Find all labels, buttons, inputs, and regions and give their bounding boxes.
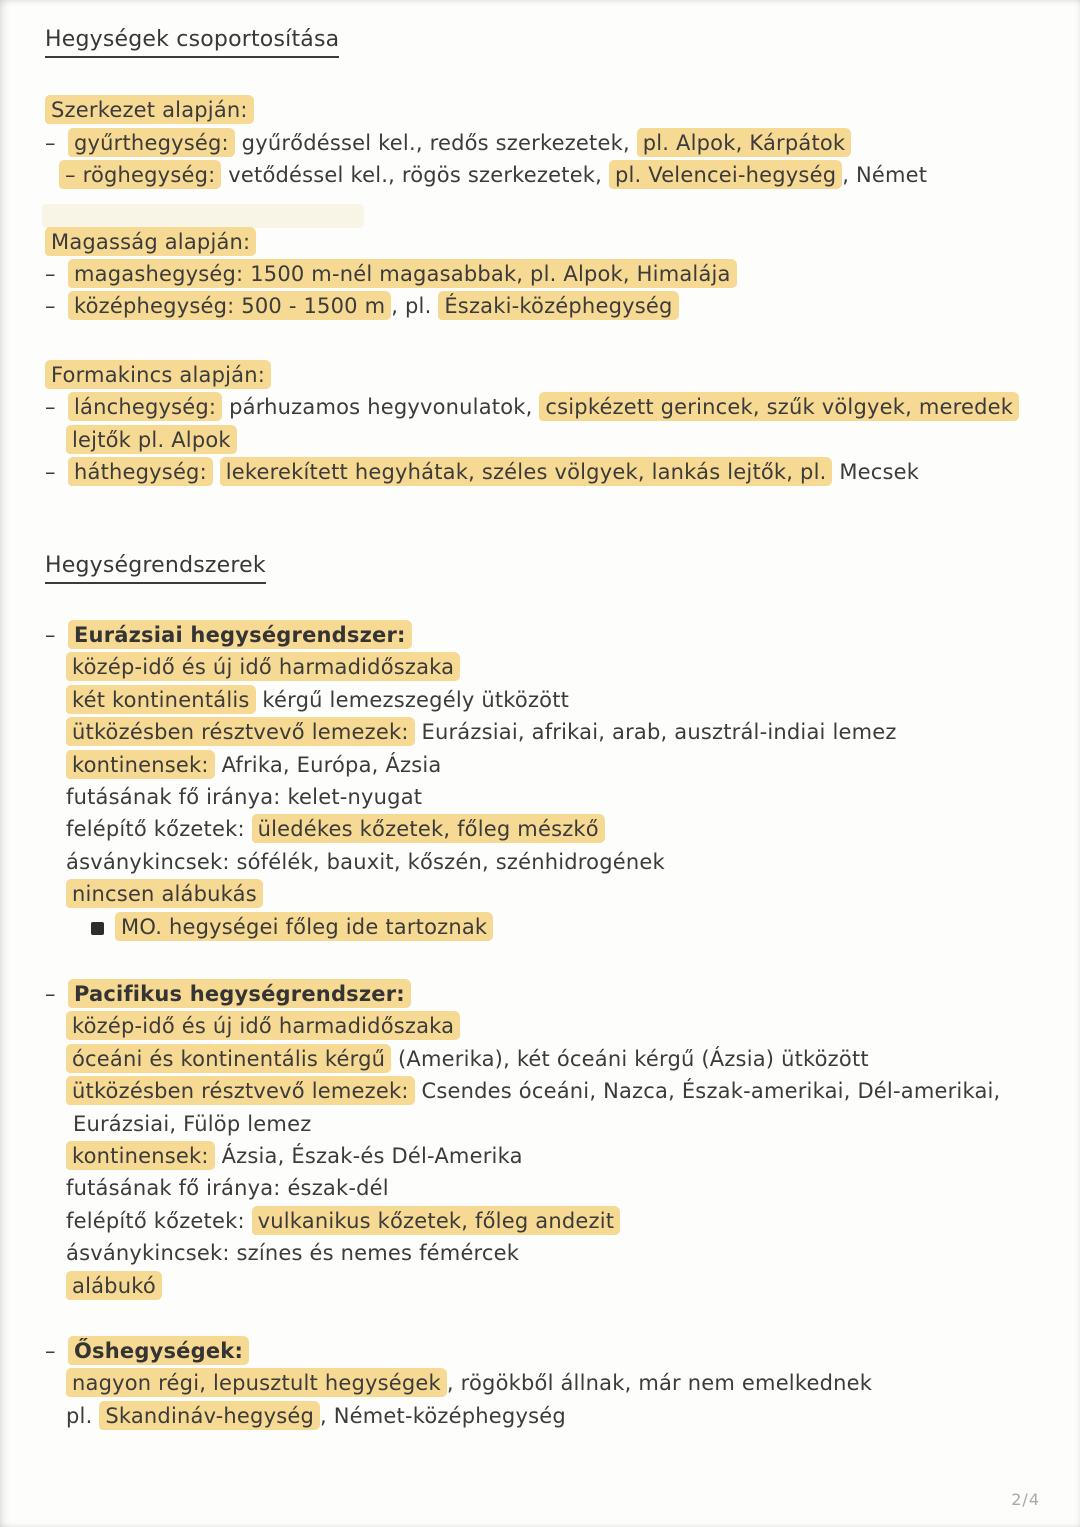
blank-gap bbox=[45, 583, 1052, 619]
dash-bullet: – bbox=[45, 294, 56, 319]
highlighted-text: közép-idő és új idő harmadidőszaka bbox=[66, 652, 460, 681]
plain-text: , rögökből állnak, már nem emelkednek bbox=[446, 1371, 873, 1396]
highlighted-text: kontinensek: bbox=[66, 1141, 215, 1170]
plain-text: kérgű lemezszegély ütközött bbox=[255, 687, 570, 712]
highlighted-text: közép-idő és új idő harmadidőszaka bbox=[66, 1011, 460, 1040]
plain-text: Eurázsiai, afrikai, arab, ausztrál-indiai lemez bbox=[414, 720, 897, 745]
highlighted-text: Pacifikus hegységrendszer: bbox=[68, 979, 411, 1008]
plain-text: , Német bbox=[842, 163, 928, 188]
note-line bbox=[66, 1010, 1052, 1042]
note-line bbox=[45, 258, 1052, 290]
note-line bbox=[66, 1367, 1052, 1399]
note-line bbox=[45, 978, 1052, 1010]
plain-text: Hegységrendszerek bbox=[45, 553, 266, 584]
highlighted-text: középhegység: 500 - 1500 m bbox=[68, 291, 391, 320]
note-line bbox=[45, 127, 1052, 159]
note-line bbox=[66, 1043, 1052, 1075]
note-line bbox=[66, 1270, 1052, 1302]
dash-bullet: – bbox=[45, 981, 56, 1006]
note-line bbox=[66, 1075, 1052, 1107]
plain-text: , pl. bbox=[391, 294, 439, 319]
page-number: 2/4 bbox=[1011, 1490, 1040, 1509]
plain-text: gyűrődéssel kel., redős szerkezetek, bbox=[234, 130, 637, 155]
dash-bullet: – bbox=[45, 395, 56, 420]
highlighted-text: Szerkezet alapján: bbox=[45, 95, 254, 124]
plain-text bbox=[213, 460, 220, 484]
highlighted-text: Formakincs alapján: bbox=[45, 360, 271, 389]
highlighted-text: vulkanikus kőzetek, főleg andezit bbox=[252, 1206, 621, 1235]
note-line bbox=[66, 1140, 1052, 1172]
highlighted-text: ütközésben résztvevő lemezek: bbox=[66, 1076, 415, 1105]
highlighted-text: Északi-középhegység bbox=[438, 291, 678, 320]
highlighted-text: gyűrthegység: bbox=[68, 128, 235, 157]
highlighted-text: lekerekített hegyhátak, széles völgyek, lankás lejtők, pl. bbox=[220, 457, 833, 486]
highlighted-text: lánchegység: bbox=[68, 392, 222, 421]
highlighted-text: Eurázsiai hegységrendszer: bbox=[68, 620, 412, 649]
dash-bullet: – bbox=[45, 622, 56, 647]
note-line bbox=[66, 424, 1052, 456]
note-line bbox=[66, 878, 1052, 910]
note-line bbox=[45, 290, 1052, 322]
note-line bbox=[66, 1400, 1052, 1432]
note-line bbox=[45, 619, 1052, 651]
note-content bbox=[45, 24, 1052, 1432]
highlighted-text: MO. hegységei főleg ide tartoznak bbox=[115, 912, 493, 941]
plain-text: , Német-középhegység bbox=[320, 1403, 566, 1428]
note-line bbox=[91, 911, 1052, 943]
dash-bullet: – bbox=[45, 262, 56, 287]
highlighted-text: két kontinentális bbox=[66, 685, 256, 714]
blank-gap bbox=[45, 943, 1052, 978]
highlighted-text: nincsen alábukás bbox=[66, 879, 263, 908]
note-line bbox=[66, 684, 1052, 716]
plain-text: Ázsia, Észak-és Dél-Amerika bbox=[214, 1143, 523, 1168]
highlighted-text: pl. Velencei-hegység bbox=[609, 160, 842, 189]
note-line bbox=[66, 781, 1052, 813]
highlighted-text: lejtők pl. Alpok bbox=[66, 425, 237, 454]
highlighted-text: nagyon régi, lepusztult hegységek bbox=[66, 1368, 447, 1397]
note-line bbox=[45, 94, 1052, 126]
note-line bbox=[45, 226, 1052, 258]
highlighted-text: üledékes kőzetek, főleg mészkő bbox=[252, 814, 605, 843]
dash-bullet: – bbox=[45, 1339, 56, 1363]
highlighted-text: alábukó bbox=[66, 1271, 162, 1300]
note-line bbox=[66, 749, 1052, 781]
section-title bbox=[45, 24, 1052, 56]
highlighted-text: – röghegység: bbox=[59, 160, 221, 189]
blank-gap bbox=[45, 488, 1052, 550]
highlighted-text: ütközésben résztvevő lemezek: bbox=[66, 717, 415, 746]
plain-text: (Amerika), két óceáni kérgű (Ázsia) ütközött bbox=[391, 1046, 869, 1071]
note-line bbox=[66, 716, 1052, 748]
plain-text: Afrika, Európa, Ázsia bbox=[214, 752, 442, 777]
dash-bullet: – bbox=[45, 460, 56, 485]
note-line bbox=[45, 391, 1052, 423]
highlighted-text: Őshegységek: bbox=[68, 1336, 249, 1365]
blank-gap bbox=[45, 1302, 1052, 1335]
blank-gap bbox=[45, 56, 1052, 94]
highlighted-text: Magasság alapján: bbox=[45, 227, 256, 256]
plain-text: Csendes óceáni, Nazca, Észak-amerikai, Dél-amerikai, bbox=[414, 1079, 1001, 1104]
dash-bullet: – bbox=[45, 130, 56, 155]
highlighted-text: magashegység: 1500 m-nél magasabbak, pl. Alpok, Himalája bbox=[68, 259, 737, 288]
highlighted-text: pl. Alpok, Kárpátok bbox=[637, 128, 852, 157]
note-line bbox=[66, 1205, 1052, 1237]
plain-text: futásának fő iránya: észak-dél bbox=[66, 1176, 389, 1201]
note-line bbox=[45, 359, 1052, 391]
note-line bbox=[66, 846, 1052, 878]
plain-text: felépítő kőzetek: bbox=[66, 817, 252, 842]
section-title bbox=[45, 550, 1052, 582]
plain-text: Hegységek csoportosítása bbox=[45, 27, 339, 58]
highlighted-text: kontinensek: bbox=[66, 750, 215, 779]
plain-text: párhuzamos hegyvonulatok, bbox=[222, 395, 540, 420]
plain-text: ásványkincsek: sófélék, bauxit, kőszén, szénhidrogének bbox=[66, 849, 665, 874]
highlighted-text: óceáni és kontinentális kérgű bbox=[66, 1044, 391, 1073]
note-line bbox=[45, 1335, 1052, 1367]
highlighted-text: háthegység: bbox=[68, 457, 213, 486]
plain-text: felépítő kőzetek: bbox=[66, 1208, 252, 1233]
note-line bbox=[66, 1172, 1052, 1204]
note-line bbox=[73, 1108, 1052, 1140]
blank-gap bbox=[45, 192, 1052, 226]
note-line bbox=[66, 651, 1052, 683]
plain-text: ásványkincsek: színes és nemes fémércek bbox=[66, 1241, 520, 1266]
highlighted-text: Skandináv-hegység bbox=[99, 1401, 320, 1430]
blank-gap bbox=[45, 323, 1052, 359]
note-line bbox=[59, 159, 1052, 191]
note-line bbox=[66, 813, 1052, 845]
highlighted-text: csipkézett gerincek, szűk völgyek, meredek bbox=[539, 392, 1019, 421]
plain-text: Eurázsiai, Fülöp lemez bbox=[73, 1111, 312, 1136]
square-bullet-icon bbox=[91, 922, 104, 935]
plain-text: Mecsek bbox=[832, 460, 920, 485]
note-line bbox=[45, 456, 1052, 488]
note-line bbox=[66, 1237, 1052, 1269]
plain-text: pl. bbox=[66, 1403, 100, 1428]
plain-text: vetődéssel kel., rögös szerkezetek, bbox=[221, 163, 609, 188]
plain-text: futásának fő iránya: kelet-nyugat bbox=[66, 784, 423, 809]
